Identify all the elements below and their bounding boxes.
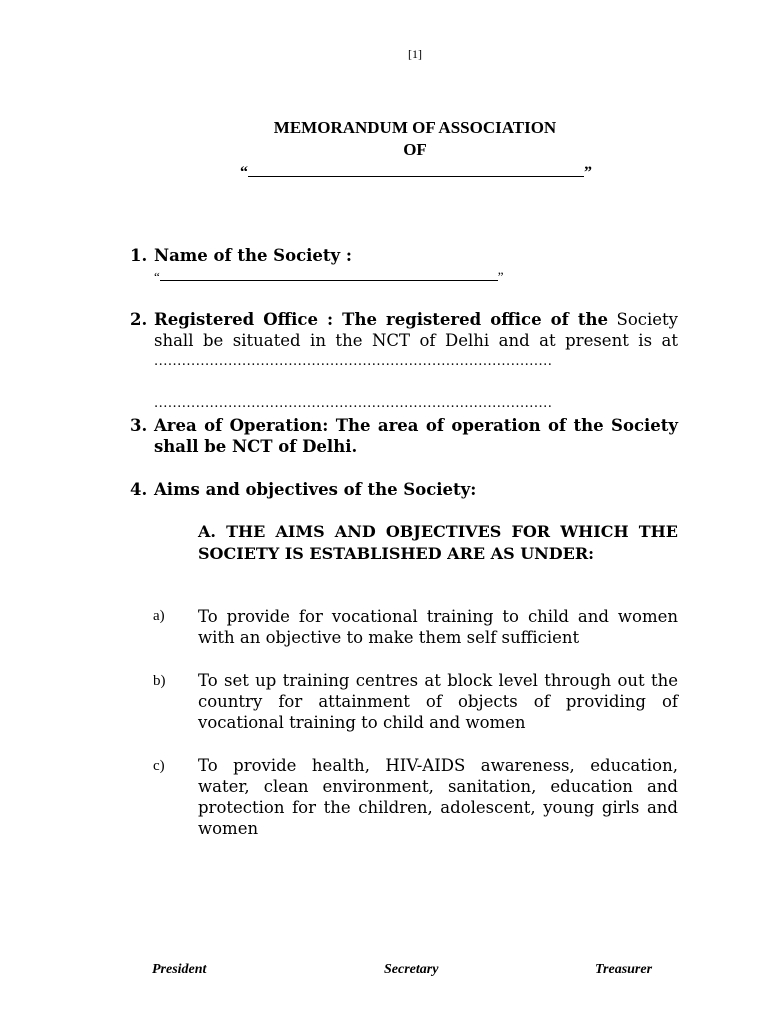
document-title: MEMORANDUM OF ASSOCIATION (273, 118, 557, 137)
section-4-heading (130, 479, 476, 500)
document-title-of: OF (403, 140, 427, 159)
item-a-letter: a) (153, 608, 165, 624)
item-c-letter: c) (153, 758, 165, 774)
section-4-number: 4. (130, 480, 148, 499)
society-name-blank (154, 266, 504, 285)
signature-secretary: Secretary (384, 962, 439, 977)
aims-subheading: A. THE AIMS AND OBJECTIVES FOR WHICH THE SOCIETY IS ESTABLISHED ARE AS UNDER: (198, 522, 678, 563)
section-2-number: 2. (130, 310, 148, 329)
section-2-continuation: shall be situated in the NCT of Delhi and at present is at (154, 331, 678, 350)
item-b-text: To set up training centres at block level through out the country for attainment of objects of providing of vocational training to child and women (198, 671, 678, 732)
section-3-text: Area of Operation: The area of operation of the Society (154, 416, 678, 435)
section-4-label: Aims and objectives of the Society: (154, 480, 477, 499)
address-dots-2: ...................................................................................... (154, 396, 553, 411)
close-quote: ” (584, 164, 592, 181)
section-3-line-1 (130, 415, 678, 436)
section-2-first-line (130, 309, 678, 330)
open-quote: “ (154, 269, 160, 284)
section-1-heading (130, 245, 352, 266)
section-3-line-2: shall be NCT of Delhi. (154, 437, 358, 456)
item-a-text: To provide for vocational training to child and women with an objective to make them self sufficient (198, 607, 678, 647)
address-dots-1: ...................................................................................... (154, 354, 553, 369)
section-2-rest: Society (616, 310, 678, 329)
society-name-blank-title (240, 162, 592, 182)
section-1-label: Name of the Society : (154, 246, 352, 265)
item-b-letter: b) (153, 673, 166, 689)
page-number: [1] (408, 47, 422, 61)
blank-line (248, 162, 584, 177)
section-3-number: 3. (130, 416, 148, 435)
section-1-number: 1. (130, 246, 148, 265)
open-quote: “ (240, 164, 248, 181)
close-quote: ” (497, 269, 504, 284)
signature-treasurer: Treasurer (595, 962, 653, 977)
blank-line (160, 266, 498, 281)
item-c-text: To provide health, HIV-AIDS awareness, education, water, clean environment, sanitation, education and protection for the children, adolescent, young girls and women (198, 756, 678, 838)
section-2-bold: Registered Office : The registered office of the (154, 310, 608, 329)
signature-president: President (152, 962, 207, 977)
